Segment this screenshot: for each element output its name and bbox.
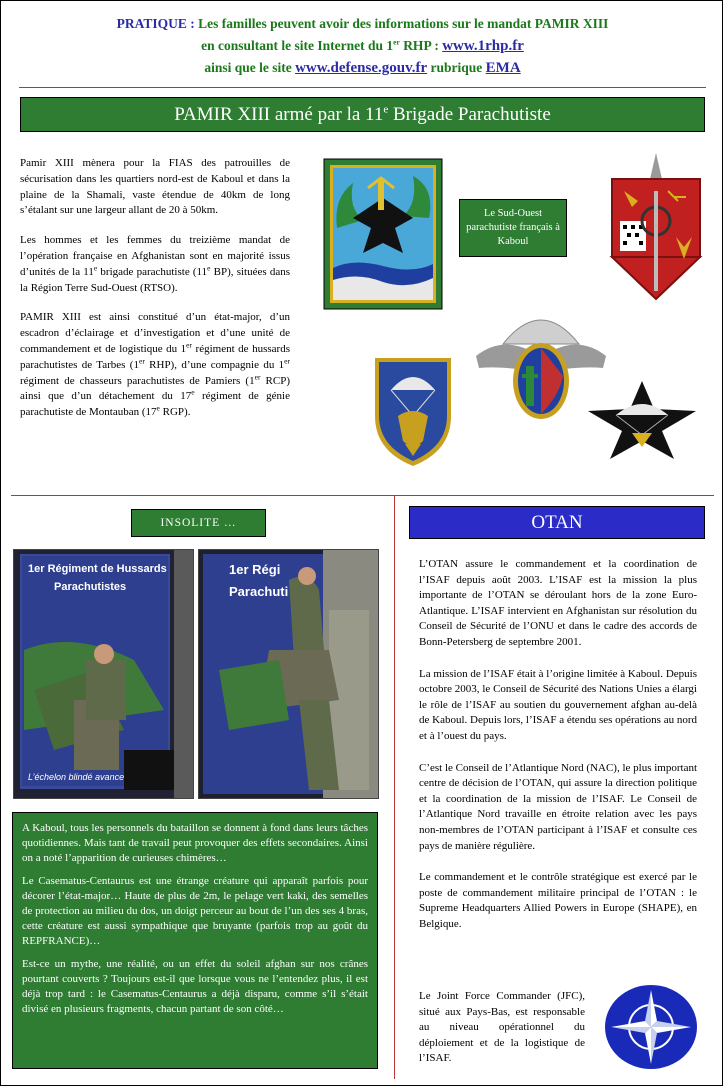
genie-star-insignia (586, 379, 698, 461)
banner-sup: e (383, 103, 389, 116)
photo1-sign-line1: 1er Régiment de Hussards (28, 563, 167, 575)
photo1-sign-bottom: L’échelon blindé avance (28, 772, 125, 782)
photo-scene-2 (199, 550, 379, 799)
otan-paragraph-1: L’OTAN assure le commandement et la coordination de l’ISAF depuis août 2003. L’ISAF est la mission la plus importante de l’OTAN se déroulant hors de la zone Euro-Atlantique. L’ISAF intervient en Afghanistan sur résolution du Conseil de Sécurité de l’ONU et dans le cadre des accords de Bonn-Petersberg de septembre 2001. (419, 558, 697, 648)
header-line1: Les familles peuvent avoir des informations sur le mandat PAMIR XIII (198, 16, 609, 31)
link-1rhp[interactable]: www.1rhp.fr (442, 38, 524, 54)
regiment-shield-insignia (608, 151, 704, 311)
otan-paragraph-5: Le Joint Force Commander (JFC), situé aux Pays-Bas, est responsable au niveau opérationnel du déploiement et de la logistique de l’ISAF. (419, 990, 585, 1065)
otan-paragraph-4: Le commandement et le contrôle stratégique est exercé par le poste de commandement militaire principal de l’OTAN : le Supreme Headquarters Allied Powers in Europe (SHAPE), en Belgique. (419, 871, 697, 930)
banner-text-end: Brigade Parachutiste (388, 104, 551, 125)
intro-paragraph-2: Les hommes et les femmes du treizième mandat de l’opération française en Afghanistan sont en majorité issus d’unités de la 11e brigade parachutiste (11e BP), situées dans la Région Terre Sud-Ouest (RTSO). (20, 234, 290, 294)
insolite-story-box (12, 812, 378, 1069)
story-paragraph-3: Est-ce un mythe, une réalité, ou un effet du soleil afghan sur nos crânes pourtant couverts ? Toujours est-il que lorsque vous ne l’entendez plus, il est déjà trop tard : le Casematus-Centaurus a déjà disparu, comme s’il s’était divisé en plusieurs fragments, chacun partant de son côté… (22, 957, 368, 1016)
otan-paragraph-2: La mission de l’ISAF était à l’origine limitée à Kaboul. Depuis octobre 2003, le Conseil de Sécurité des Nations Unies a élargi le rôle de l’ISAF au soutien du gouvernement afghan au-delà de Kaboul. Depuis lors, l’ISAF a étendu ses opérations au nord et à l’ouest du pays. (419, 667, 698, 742)
link-defense[interactable]: www.defense.gouv.fr (295, 60, 428, 76)
divider-vertical (394, 495, 395, 1079)
photo2-sign-line1: 1er Régi (229, 562, 281, 577)
photo2-sign-line2: Parachuti (229, 584, 289, 599)
photo-caption: Le Sud-Ouest parachutiste français à Kaboul (459, 199, 567, 257)
intro-paragraph-3: PAMIR XIII est ainsi constitué d’un état-major, d’un escadron d’éclairage et d’investigation et d’une unité de commandement et de logistique du 1er régiment de hussards parachutistes de Tarbes (1er RHP), d’une compagnie du 1er régiment de chasseurs parachutistes de Pamiers (1er RCP) ainsi que d’un détachement du 17e régiment de génie parachutiste de Montauban (17e RGP). (20, 311, 290, 419)
header-line2-sup: er (393, 37, 400, 47)
header-line2: en consultant le site Internet du 1 (201, 38, 394, 53)
intro-paragraph-1: Pamir XIII mènera pour la FIAS des patrouilles de sécurisation dans les quartiers nord-est de Kaboul et dans la plaine de la Shamali, vaste étendue de 40km de long s’étalant sur une largeur allant de 20 à 50km. (20, 157, 290, 217)
insolite-label: INSOLITE … (131, 509, 266, 537)
otan-paragraph-3: C’est le Conseil de l’Atlantique Nord (NAC), le plus important centre de décision de l’OTAN, qui assure la direction politique et la coordination de la mission de l’ISAF. Le Conseil de l’Atlantique Nord travaille en étroite relation avec les pays non-membres de l’OTAN participant à l’ISAF et consulte ces pays de manière régulière. (419, 761, 698, 852)
photo-scene-1 (14, 550, 194, 799)
nato-compass-logo (603, 984, 699, 1070)
banner-text: PAMIR XIII armé par la 11 (174, 104, 384, 125)
header-line3: ainsi que le site (204, 60, 296, 75)
chasseurs-shield-insignia (373, 356, 453, 468)
section-banner (20, 97, 705, 132)
photo-casematus-2 (198, 549, 379, 799)
otan-text (419, 557, 697, 948)
practical-info-header (11, 13, 714, 79)
divider-top (19, 87, 706, 88)
otan-title: OTAN (409, 506, 705, 539)
header-line2-suffix: RHP : (399, 38, 443, 53)
brigade-eagle-insignia (323, 158, 443, 310)
photo-casematus-1 (13, 549, 194, 799)
photo1-sign-line2: Parachutistes (54, 581, 127, 593)
intro-text (20, 156, 290, 435)
link-ema[interactable]: EMA (485, 60, 521, 76)
header-line3-mid: rubrique (427, 60, 486, 75)
story-paragraph-1: A Kaboul, tous les personnels du bataillon se donnent à fond dans leurs tâches quotidiennes. Mais tant de travail peut provoquer des effets secondaires. Ainsi on a noté l’apparition de curieuses chimères… (22, 822, 368, 865)
header-prefix: PRATIQUE : (116, 16, 199, 31)
divider-middle (11, 495, 714, 496)
story-paragraph-2: Le Casematus-Centaurus est une étrange créature qui apparaît parfois pour décorer l’état-major… Haute de plus de 2m, le pelage vert kaki, des semelles de protection au milieu du dos, un doigt perceur au bout de l’un des ses 4 bras, cette créature est aussi sympathique que bruyante (parfois trop au goût du REPFRANCE)… (22, 874, 368, 948)
